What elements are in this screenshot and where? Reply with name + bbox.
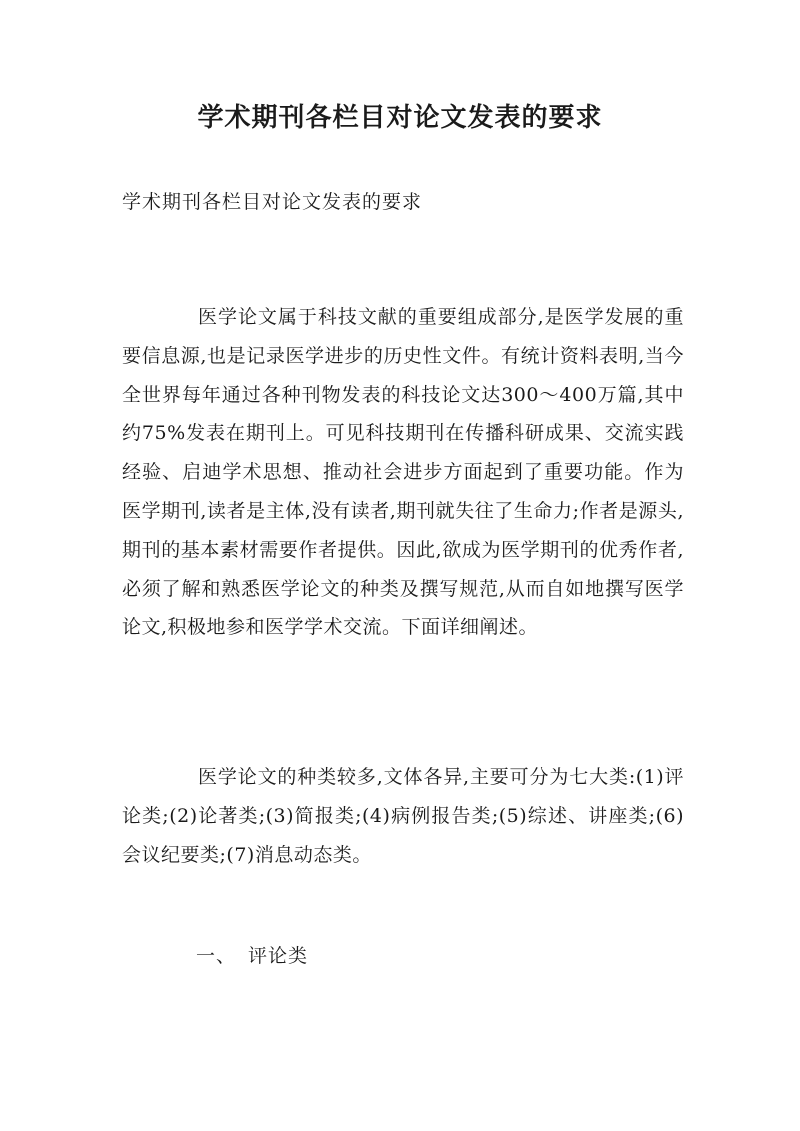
- section-heading: [196, 941, 308, 971]
- body-paragraph-categories: 医学论文的种类较多,文体各异,主要可分为七大类:(1)评论类;(2)论著类;(3)简报类;(4)病例报告类;(5)综述、讲座类;(6)会议纪要类;(7)消息动态类。: [122, 766, 684, 866]
- body-paragraph-intro: 医学论文属于科技文献的重要组成部分,是医学发展的重要信息源,也是记录医学进步的历史性文件。有统计资料表明,当今全世界每年通过各种刊物发表的科技论文达300～400万篇,其中约75%发表在期刊上。可见科技期刊在传播科研成果、交流实践经验、启迪学术思想、推动社会进步方面起到了重要功能。作为医学期刊,读者是主体,没有读者,期刊就失往了生命力;作者是源头,期刊的基本素材需要作者提供。因此,欲成为医学期刊的优秀作者,必须了解和熟悉医学论文的种类及撰写规范,从而自如地撰写医学论文,积极地参和医学学术交流。下面详细阐述。: [122, 306, 684, 639]
- section-number: 一、: [196, 945, 237, 967]
- document-subtitle: 学术期刊各栏目对论文发表的要求: [122, 191, 423, 213]
- section-title: 评论类: [248, 945, 309, 967]
- document-title: 学术期刊各栏目对论文发表的要求: [197, 103, 603, 133]
